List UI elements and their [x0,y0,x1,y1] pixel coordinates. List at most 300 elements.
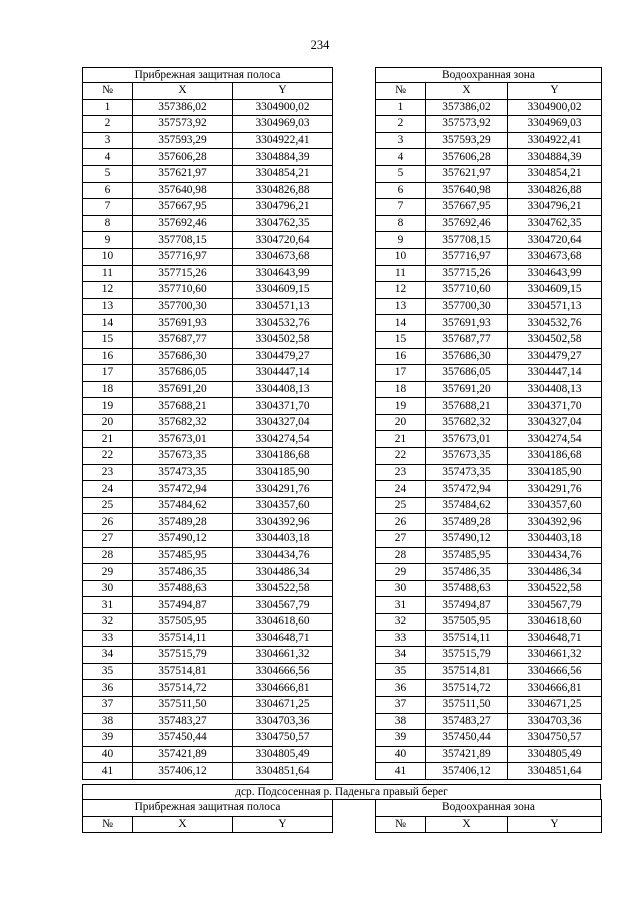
point-number-cell: 25 [376,497,426,514]
table-row [376,531,602,548]
table-row [83,680,333,697]
x-coordinate-cell: 357483,27 [133,713,233,730]
point-number-cell: 24 [83,481,133,498]
x-coordinate-cell: 357386,02 [426,99,508,116]
x-coordinate-cell: 357406,12 [426,763,508,780]
table-title: Прибрежная защитная полоса [83,800,333,817]
table-row [376,514,602,531]
x-coordinate-cell: 357483,27 [426,713,508,730]
table-row [376,564,602,581]
table-row [376,116,602,133]
point-number-cell: 30 [376,580,426,597]
point-number-cell: 26 [376,514,426,531]
point-number-cell: 12 [376,282,426,299]
x-coordinate-cell: 357687,77 [426,331,508,348]
table-row [376,215,602,232]
point-number-cell: 9 [376,232,426,249]
table-title: Водоохранная зона [376,800,602,817]
point-number-cell: 24 [376,481,426,498]
point-number-cell: 21 [376,431,426,448]
table-row [83,282,333,299]
table-row [376,232,602,249]
y-coordinate-cell: 3304327,04 [508,414,602,431]
y-coordinate-cell: 3304673,68 [233,248,333,265]
point-number-cell: 37 [83,696,133,713]
point-number-cell: 5 [376,165,426,182]
y-coordinate-cell: 3304408,13 [508,381,602,398]
table-row [376,497,602,514]
coastal-protection-strip-table-2 [82,799,333,833]
point-number-cell: 19 [83,398,133,415]
point-number-cell: 30 [83,580,133,597]
x-coordinate-cell: 357486,35 [133,564,233,581]
x-coordinate-cell: 357700,30 [133,298,233,315]
table-row [376,298,602,315]
y-coordinate-cell: 3304291,76 [508,481,602,498]
point-number-cell: 3 [376,132,426,149]
y-coordinate-cell: 3304486,34 [508,564,602,581]
y-coordinate-cell: 3304750,57 [233,730,333,747]
x-coordinate-cell: 357472,94 [133,481,233,498]
table-row [376,365,602,382]
x-coordinate-cell: 357606,28 [133,149,233,166]
y-coordinate-cell: 3304796,21 [508,199,602,216]
table-row [83,331,333,348]
y-coordinate-cell: 3304502,58 [508,331,602,348]
table-row [83,365,333,382]
column-header-y: Y [233,816,333,833]
point-number-cell: 39 [83,730,133,747]
point-number-cell: 13 [376,298,426,315]
x-coordinate-cell: 357688,21 [133,398,233,415]
x-coordinate-cell: 357692,46 [133,215,233,232]
x-coordinate-cell: 357490,12 [133,531,233,548]
y-coordinate-cell: 3304447,14 [233,365,333,382]
section-caption: дср. Подсосенная р. Паденьга правый берег [82,784,601,799]
y-coordinate-cell: 3304969,03 [233,116,333,133]
y-coordinate-cell: 3304447,14 [508,365,602,382]
y-coordinate-cell: 3304750,57 [508,730,602,747]
y-coordinate-cell: 3304434,76 [233,547,333,564]
y-coordinate-cell: 3304854,21 [233,165,333,182]
y-coordinate-cell: 3304648,71 [233,630,333,647]
y-coordinate-cell: 3304186,68 [508,448,602,465]
table-row [83,348,333,365]
point-number-cell: 9 [83,232,133,249]
y-coordinate-cell: 3304486,34 [233,564,333,581]
point-number-cell: 16 [83,348,133,365]
table-row [376,547,602,564]
point-number-cell: 31 [83,597,133,614]
y-coordinate-cell: 3304805,49 [233,746,333,763]
x-coordinate-cell: 357673,35 [426,448,508,465]
point-number-cell: 20 [376,414,426,431]
y-coordinate-cell: 3304851,64 [508,763,602,780]
table-row [376,331,602,348]
point-number-cell: 22 [376,448,426,465]
table-row [376,199,602,216]
y-coordinate-cell: 3304884,39 [508,149,602,166]
y-coordinate-cell: 3304703,36 [233,713,333,730]
y-coordinate-cell: 3304666,56 [508,663,602,680]
table-row [83,448,333,465]
point-number-cell: 26 [83,514,133,531]
x-coordinate-cell: 357505,95 [426,614,508,631]
table-row [376,132,602,149]
x-coordinate-cell: 357486,35 [426,564,508,581]
table-row [376,99,602,116]
point-number-cell: 28 [83,547,133,564]
point-number-cell: 28 [376,547,426,564]
point-number-cell: 36 [83,680,133,697]
water-protection-zone-table [375,67,602,780]
point-number-cell: 10 [376,248,426,265]
y-coordinate-cell: 3304900,02 [233,99,333,116]
point-number-cell: 41 [83,763,133,780]
table-row [83,696,333,713]
y-coordinate-cell: 3304567,79 [508,597,602,614]
table-row [83,414,333,431]
x-coordinate-cell: 357606,28 [426,149,508,166]
y-coordinate-cell: 3304502,58 [233,331,333,348]
table-row [376,149,602,166]
x-coordinate-cell: 357573,92 [426,116,508,133]
x-coordinate-cell: 357692,46 [426,215,508,232]
point-number-cell: 37 [376,696,426,713]
table-title: Водоохранная зона [376,68,602,83]
x-coordinate-cell: 357686,30 [426,348,508,365]
table-row [376,680,602,697]
x-coordinate-cell: 357682,32 [133,414,233,431]
point-number-cell: 41 [376,763,426,780]
water-protection-zone-table-2 [375,799,602,833]
table-row [83,315,333,332]
y-coordinate-cell: 3304661,32 [233,647,333,664]
y-coordinate-cell: 3304403,18 [508,531,602,548]
point-number-cell: 8 [83,215,133,232]
table-row [83,182,333,199]
x-coordinate-cell: 357710,60 [426,282,508,299]
point-number-cell: 31 [376,597,426,614]
y-coordinate-cell: 3304392,96 [508,514,602,531]
table-row [83,215,333,232]
x-coordinate-cell: 357673,01 [133,431,233,448]
x-coordinate-cell: 357716,97 [426,248,508,265]
x-coordinate-cell: 357621,97 [133,165,233,182]
x-coordinate-cell: 357673,01 [426,431,508,448]
table-row [83,547,333,564]
point-number-cell: 15 [83,331,133,348]
table-row [83,116,333,133]
point-number-cell: 18 [83,381,133,398]
table-row [83,298,333,315]
y-coordinate-cell: 3304643,99 [233,265,333,282]
y-coordinate-cell: 3304357,60 [508,497,602,514]
x-coordinate-cell: 357691,20 [426,381,508,398]
x-coordinate-cell: 357667,95 [426,199,508,216]
point-number-cell: 1 [376,99,426,116]
table-row [83,630,333,647]
point-number-cell: 21 [83,431,133,448]
table-row [83,232,333,249]
column-header-number: № [376,83,426,100]
x-coordinate-cell: 357691,20 [133,381,233,398]
y-coordinate-cell: 3304922,41 [508,132,602,149]
coastal-protection-strip-table [82,67,333,780]
point-number-cell: 34 [83,647,133,664]
point-number-cell: 23 [83,464,133,481]
x-coordinate-cell: 357514,11 [133,630,233,647]
point-number-cell: 18 [376,381,426,398]
y-coordinate-cell: 3304618,60 [508,614,602,631]
x-coordinate-cell: 357673,35 [133,448,233,465]
point-number-cell: 16 [376,348,426,365]
table-row [376,248,602,265]
point-number-cell: 15 [376,331,426,348]
x-coordinate-cell: 357488,63 [133,580,233,597]
x-coordinate-cell: 357715,26 [426,265,508,282]
y-coordinate-cell: 3304666,56 [233,663,333,680]
x-coordinate-cell: 357708,15 [133,232,233,249]
table-row [83,431,333,448]
y-coordinate-cell: 3304186,68 [233,448,333,465]
table-row [83,464,333,481]
point-number-cell: 14 [83,315,133,332]
x-coordinate-cell: 357488,63 [426,580,508,597]
x-coordinate-cell: 357710,60 [133,282,233,299]
x-coordinate-cell: 357514,72 [133,680,233,697]
x-coordinate-cell: 357421,89 [133,746,233,763]
point-number-cell: 29 [376,564,426,581]
table-row [83,746,333,763]
table-row [83,531,333,548]
table-row [376,165,602,182]
table-row [83,580,333,597]
y-coordinate-cell: 3304826,88 [508,182,602,199]
point-number-cell: 17 [83,365,133,382]
x-coordinate-cell: 357406,12 [133,763,233,780]
point-number-cell: 33 [376,630,426,647]
column-header-x: X [426,816,508,833]
point-number-cell: 11 [83,265,133,282]
y-coordinate-cell: 3304532,76 [508,315,602,332]
x-coordinate-cell: 357640,98 [426,182,508,199]
column-header-x: X [133,816,233,833]
point-number-cell: 5 [83,165,133,182]
x-coordinate-cell: 357489,28 [426,514,508,531]
table-row [376,597,602,614]
table-row [83,514,333,531]
table-row [83,398,333,415]
y-coordinate-cell: 3304274,54 [508,431,602,448]
point-number-cell: 34 [376,647,426,664]
x-coordinate-cell: 357494,87 [426,597,508,614]
x-coordinate-cell: 357691,93 [133,315,233,332]
x-coordinate-cell: 357473,35 [133,464,233,481]
table-row [83,99,333,116]
x-coordinate-cell: 357505,95 [133,614,233,631]
table-row [83,647,333,664]
y-coordinate-cell: 3304762,35 [233,215,333,232]
x-coordinate-cell: 357494,87 [133,597,233,614]
table-row [83,564,333,581]
y-coordinate-cell: 3304408,13 [233,381,333,398]
y-coordinate-cell: 3304479,27 [508,348,602,365]
point-number-cell: 7 [376,199,426,216]
table-row [376,696,602,713]
table-row [376,580,602,597]
table-row [376,630,602,647]
y-coordinate-cell: 3304922,41 [233,132,333,149]
y-coordinate-cell: 3304274,54 [233,431,333,448]
y-coordinate-cell: 3304851,64 [233,763,333,780]
column-header-y: Y [508,816,602,833]
point-number-cell: 39 [376,730,426,747]
table-row [376,398,602,415]
point-number-cell: 35 [83,663,133,680]
x-coordinate-cell: 357472,94 [426,481,508,498]
x-coordinate-cell: 357686,30 [133,348,233,365]
point-number-cell: 40 [83,746,133,763]
y-coordinate-cell: 3304571,13 [233,298,333,315]
column-header-y: Y [508,83,602,100]
y-coordinate-cell: 3304609,15 [508,282,602,299]
point-number-cell: 36 [376,680,426,697]
x-coordinate-cell: 357514,72 [426,680,508,697]
y-coordinate-cell: 3304854,21 [508,165,602,182]
point-number-cell: 29 [83,564,133,581]
point-number-cell: 10 [83,248,133,265]
y-coordinate-cell: 3304643,99 [508,265,602,282]
y-coordinate-cell: 3304648,71 [508,630,602,647]
point-number-cell: 33 [83,630,133,647]
table-row [83,597,333,614]
table-row [83,149,333,166]
table-row [83,481,333,498]
x-coordinate-cell: 357515,79 [133,647,233,664]
point-number-cell: 32 [83,614,133,631]
x-coordinate-cell: 357515,79 [426,647,508,664]
point-number-cell: 22 [83,448,133,465]
y-coordinate-cell: 3304532,76 [233,315,333,332]
point-number-cell: 7 [83,199,133,216]
x-coordinate-cell: 357593,29 [133,132,233,149]
table-row [376,730,602,747]
point-number-cell: 1 [83,99,133,116]
column-header-number: № [83,816,133,833]
x-coordinate-cell: 357682,32 [426,414,508,431]
table-row [376,713,602,730]
column-header-x: X [426,83,508,100]
x-coordinate-cell: 357691,93 [426,315,508,332]
x-coordinate-cell: 357708,15 [426,232,508,249]
x-coordinate-cell: 357485,95 [133,547,233,564]
y-coordinate-cell: 3304720,64 [233,232,333,249]
table-row [376,464,602,481]
y-coordinate-cell: 3304805,49 [508,746,602,763]
table-row [376,614,602,631]
x-coordinate-cell: 357716,97 [133,248,233,265]
x-coordinate-cell: 357621,97 [426,165,508,182]
x-coordinate-cell: 357687,77 [133,331,233,348]
y-coordinate-cell: 3304826,88 [233,182,333,199]
x-coordinate-cell: 357640,98 [133,182,233,199]
point-number-cell: 32 [376,614,426,631]
table-row [376,381,602,398]
table-row [83,614,333,631]
x-coordinate-cell: 357573,92 [133,116,233,133]
y-coordinate-cell: 3304291,76 [233,481,333,498]
y-coordinate-cell: 3304479,27 [233,348,333,365]
table-row [376,746,602,763]
x-coordinate-cell: 357686,05 [426,365,508,382]
x-coordinate-cell: 357514,81 [426,663,508,680]
x-coordinate-cell: 357686,05 [133,365,233,382]
y-coordinate-cell: 3304884,39 [233,149,333,166]
point-number-cell: 38 [83,713,133,730]
y-coordinate-cell: 3304609,15 [233,282,333,299]
table-title: Прибрежная защитная полоса [83,68,333,83]
x-coordinate-cell: 357715,26 [133,265,233,282]
column-header-number: № [376,816,426,833]
column-header-x: X [133,83,233,100]
x-coordinate-cell: 357473,35 [426,464,508,481]
x-coordinate-cell: 357700,30 [426,298,508,315]
x-coordinate-cell: 357450,44 [133,730,233,747]
point-number-cell: 2 [83,116,133,133]
y-coordinate-cell: 3304900,02 [508,99,602,116]
point-number-cell: 6 [376,182,426,199]
table-row [376,265,602,282]
point-number-cell: 38 [376,713,426,730]
divider [332,799,375,800]
y-coordinate-cell: 3304666,81 [233,680,333,697]
y-coordinate-cell: 3304392,96 [233,514,333,531]
table-row [83,713,333,730]
point-number-cell: 3 [83,132,133,149]
x-coordinate-cell: 357485,95 [426,547,508,564]
point-number-cell: 12 [83,282,133,299]
point-number-cell: 25 [83,497,133,514]
y-coordinate-cell: 3304371,70 [233,398,333,415]
table-row [83,199,333,216]
y-coordinate-cell: 3304185,90 [508,464,602,481]
table-row [376,663,602,680]
y-coordinate-cell: 3304567,79 [233,597,333,614]
x-coordinate-cell: 357484,62 [426,497,508,514]
x-coordinate-cell: 357489,28 [133,514,233,531]
y-coordinate-cell: 3304522,58 [508,580,602,597]
table-row [83,663,333,680]
x-coordinate-cell: 357484,62 [133,497,233,514]
table-row [376,182,602,199]
point-number-cell: 27 [83,531,133,548]
x-coordinate-cell: 357593,29 [426,132,508,149]
column-header-y: Y [233,83,333,100]
table-row [83,248,333,265]
x-coordinate-cell: 357511,50 [133,696,233,713]
table-row [376,448,602,465]
table-row [376,348,602,365]
y-coordinate-cell: 3304673,68 [508,248,602,265]
y-coordinate-cell: 3304762,35 [508,215,602,232]
point-number-cell: 2 [376,116,426,133]
x-coordinate-cell: 357450,44 [426,730,508,747]
point-number-cell: 17 [376,365,426,382]
column-header-number: № [83,83,133,100]
point-number-cell: 11 [376,265,426,282]
point-number-cell: 6 [83,182,133,199]
